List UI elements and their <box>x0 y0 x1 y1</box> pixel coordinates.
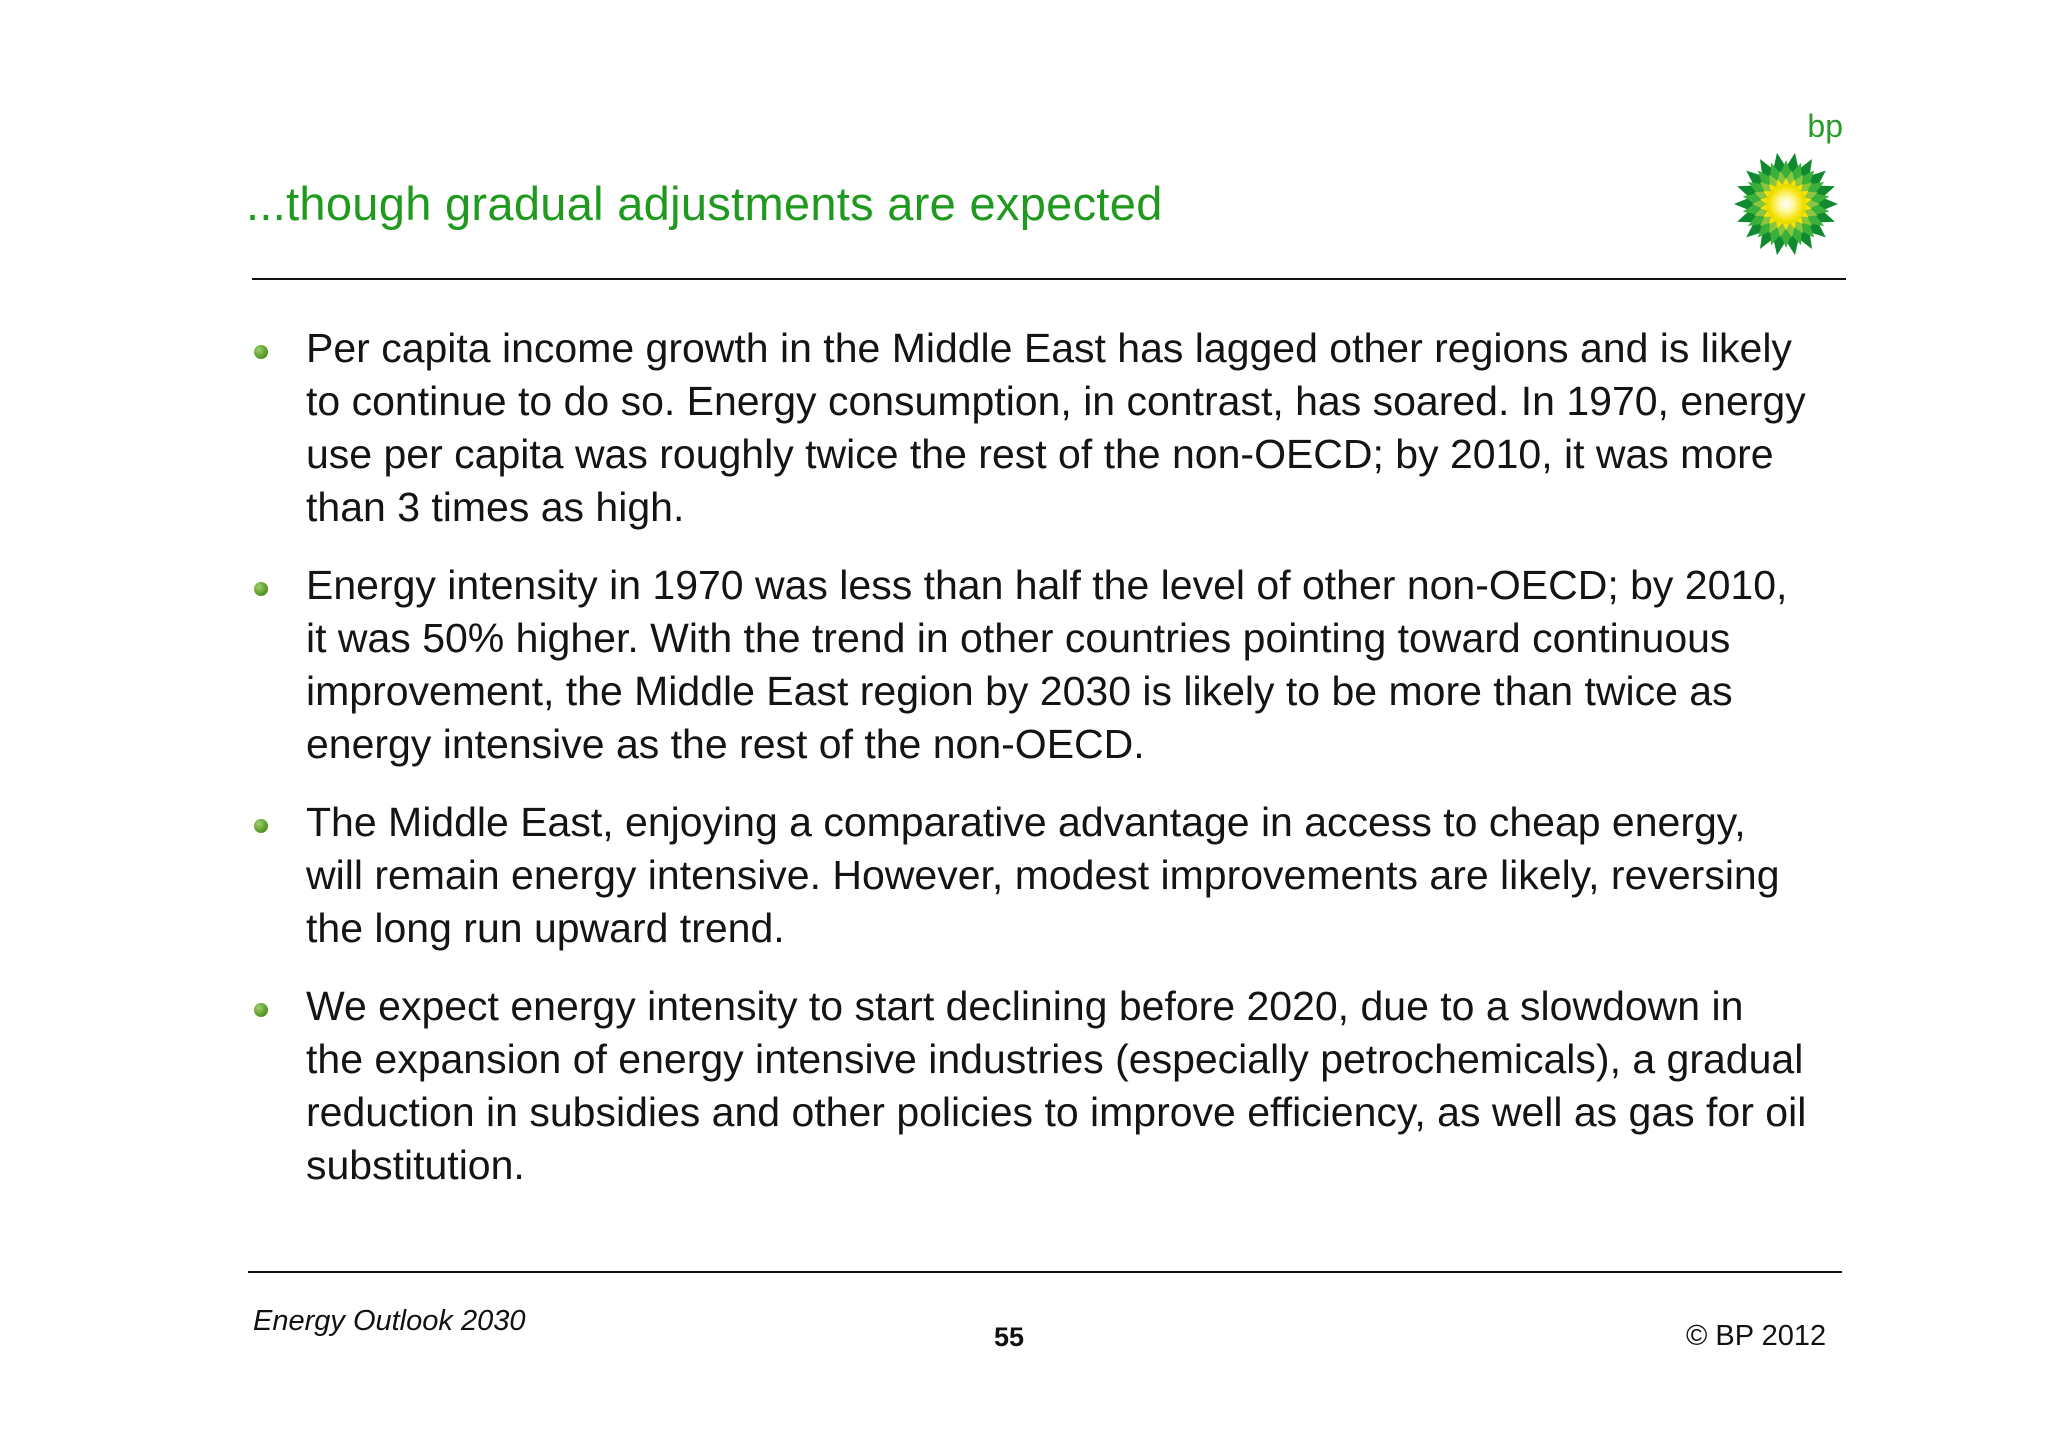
publication-name: Energy Outlook 2030 <box>253 1305 526 1337</box>
bullet-list <box>250 322 1810 1217</box>
bullet-item <box>250 796 1810 955</box>
bullet-dot-icon <box>254 1003 268 1017</box>
bullet-text: Energy intensity in 1970 was less than half the level of other non-OECD; by 2010, it was 50% higher. With the trend in other countries pointing toward continuous improvement, the Middle East region by 2030 is likely to be more than twice as energy intensive as the rest of the non-OECD. <box>306 562 1788 767</box>
page-title: ...though gradual adjustments are expected <box>246 177 1163 230</box>
logo-text: bp <box>1807 108 1843 144</box>
bullet-item <box>250 559 1810 771</box>
bullet-text: The Middle East, enjoying a comparative advantage in access to cheap energy, will remain energy intensive. However, modest improvements are likely, reversing the long run upward trend. <box>306 799 1780 951</box>
bp-logo <box>1730 110 1845 260</box>
header-divider <box>252 278 1846 280</box>
bp-helios-icon <box>1730 148 1842 260</box>
bullet-dot-icon <box>254 345 268 359</box>
bullet-dot-icon <box>254 582 268 596</box>
footer-divider <box>248 1271 1842 1273</box>
bullet-text: Per capita income growth in the Middle East has lagged other regions and is likely to continue to do so. Energy consumption, in contrast, has soared. In 1970, energy use per capita was roughly twice the rest of the non-OECD; by 2010, it was more than 3 times as high. <box>306 325 1806 530</box>
bullet-item <box>250 322 1810 534</box>
bullet-item <box>250 980 1810 1192</box>
copyright: © BP 2012 <box>1686 1320 1827 1352</box>
page-number: 55 <box>994 1322 1025 1352</box>
bullet-dot-icon <box>254 819 268 833</box>
bullet-text: We expect energy intensity to start declining before 2020, due to a slowdown in the expansion of energy intensive industries (especially petrochemicals), a gradual reduction in subsidies and other policies to improve efficiency, as well as gas for oil substitution. <box>306 983 1807 1188</box>
